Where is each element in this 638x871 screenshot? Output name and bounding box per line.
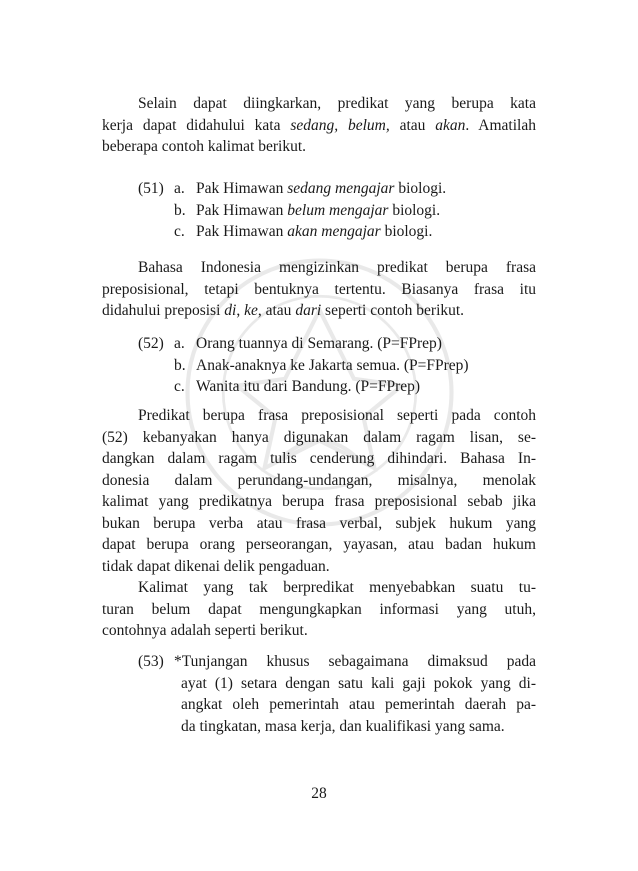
example-52-b [138, 355, 469, 377]
paragraph-4-line: turan belum dapat mengungkapkan informasi yang utuh, [102, 600, 536, 618]
example-letter: a. [174, 180, 185, 197]
paragraph-3-line: donesia dalam perundang-undangan, misalnya, menolak [102, 471, 536, 489]
example-53-line [138, 716, 536, 738]
example-number-spacer [138, 376, 174, 398]
paragraph-3-line: bukan berupa verba atau frasa verbal, subjek hukum yang [102, 514, 536, 532]
example-letter: c. [174, 378, 185, 395]
example-number: (53) [138, 653, 164, 670]
example-53-text: da tingkatan, masa kerja, dan kualifikasi yang sama. [181, 717, 505, 735]
example-text-post: biologi. [394, 180, 447, 197]
example-53-line [138, 673, 536, 695]
paragraph-2-line-3 [102, 300, 536, 322]
example-text [196, 178, 446, 200]
italic-term: dari [295, 302, 322, 319]
paragraph-2-line-2: preposisional, tetapi bentuknya tertentu. Biasanya frasa itu [102, 280, 536, 298]
example-53-line [138, 651, 536, 673]
italic-term: di [224, 302, 237, 319]
example-text-pre: Pak Himawan [196, 201, 288, 219]
example-number-spacer [138, 694, 174, 716]
paragraph-1-line-2 [102, 115, 536, 137]
example-53 [138, 651, 536, 737]
italic-term: sedang, belum, [290, 116, 390, 134]
example-text [196, 200, 440, 222]
paragraph-3-line: dapat berupa orang perseorangan, yayasan, atau badan hukum [102, 536, 536, 553]
paragraph-1-line-3: beberapa contoh kalimat berikut. [102, 138, 307, 155]
example-text: Orang tuannya di Semarang. (P=FPrep) [196, 335, 442, 352]
example-text: Wanita itu dari Bandung. (P=FPrep) [196, 378, 421, 395]
paragraph-4-line: contohnya adalah seperti berikut. [102, 622, 308, 639]
example-number-spacer [138, 355, 174, 377]
paragraph-2-line-1: Bahasa Indonesia mengizinkan predikat berupa frasa [138, 259, 536, 276]
example-text-post: biologi. [388, 201, 441, 219]
paragraph-3-line: kalimat yang predikatnya berupa frasa preposisional sebab jika [102, 493, 536, 510]
paragraph-1-line-1: Selain dapat diingkarkan, predikat yang berupa kata [138, 95, 536, 112]
example-51 [138, 178, 446, 243]
example-53-text: angkat oleh pemerintah atau pemerintah daerah pa- [181, 696, 536, 713]
example-letter: a. [174, 335, 185, 352]
paragraph-3-line: Predikat berupa frasa preposisional seperti pada contoh [138, 407, 536, 424]
example-number: (52) [138, 335, 164, 352]
example-letter: c. [174, 223, 185, 240]
italic-term: akan [435, 116, 466, 134]
example-52 [138, 333, 469, 398]
example-number-spacer [138, 221, 174, 243]
italic-term: sedang mengajar [287, 180, 395, 197]
paragraph-3 [102, 405, 536, 577]
example-52-a [138, 333, 469, 355]
example-number: (51) [138, 180, 164, 197]
paragraph-1-line-2-start: kerja dapat didahului kata [102, 116, 291, 134]
example-51-a [138, 178, 446, 200]
italic-term: belum mengajar [287, 201, 389, 219]
example-53-line [138, 694, 536, 716]
italic-term: akan mengajar [287, 223, 381, 240]
example-text-pre: Pak Himawan [196, 223, 288, 240]
example-51-c [138, 221, 446, 243]
paragraph-4 [102, 577, 536, 642]
example-text [196, 221, 432, 243]
example-text-pre: Pak Himawan [196, 180, 288, 197]
example-number-spacer [138, 716, 174, 738]
paragraph-2-line-3-end: seperti contoh berikut. [321, 302, 465, 319]
example-number-spacer [138, 200, 174, 222]
example-number-spacer [138, 673, 174, 695]
example-letter: b. [174, 356, 186, 374]
italic-term: ke [244, 302, 258, 319]
example-51-b [138, 200, 446, 222]
example-text-post: biologi. [380, 223, 433, 240]
example-text: Anak-anaknya ke Jakarta semua. (P=FPrep) [196, 356, 469, 374]
example-53-text: ayat (1) setara dengan satu kali gaji pokok yang di- [181, 674, 536, 692]
paragraph-3-line: dangkan dalam ragam tulis cenderung dihindari. Bahasa In- [102, 450, 536, 467]
paragraph-3-line: (52) kebanyakan hanya digunakan dalam ragam lisan, se- [102, 428, 536, 446]
connector: , atau [257, 302, 296, 319]
paragraph-1-line-2-mid: atau [389, 116, 436, 134]
paragraph-1 [102, 93, 536, 158]
paragraph-1-line-2-end: . Amatilah [465, 116, 536, 134]
example-52-c [138, 376, 469, 398]
paragraph-2 [102, 257, 536, 322]
paragraph-2-line-3-start: didahului preposisi [102, 302, 225, 319]
example-53-text: *Tunjangan khusus sebagaimana dimaksud pada [174, 653, 536, 670]
page-number: 28 [311, 785, 327, 802]
example-letter: b. [174, 201, 186, 219]
comma: , [236, 302, 245, 319]
paragraph-3-line: tidak dapat dikenai delik pengaduan. [102, 557, 330, 575]
paragraph-4-line: Kalimat yang tak berpredikat menyebabkan suatu tu- [138, 579, 536, 596]
